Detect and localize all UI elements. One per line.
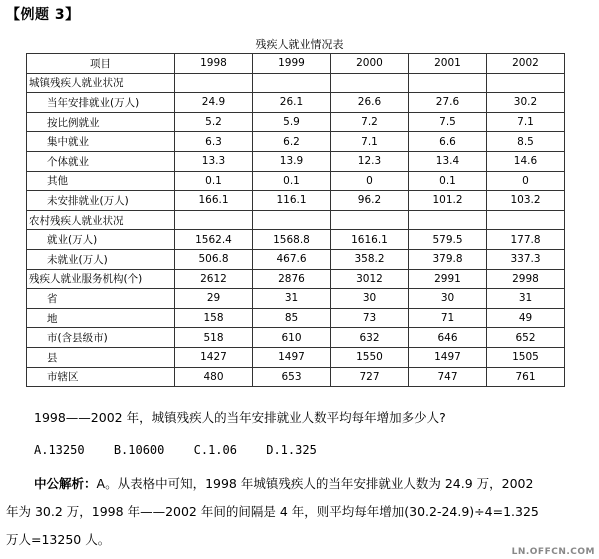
table-cell: 358.2 xyxy=(331,249,409,269)
table-cell: 7.2 xyxy=(331,112,409,132)
row-label: 市辖区 xyxy=(27,367,175,387)
table-cell: 158 xyxy=(175,308,253,328)
employment-table xyxy=(26,53,565,387)
table-cell: 6.3 xyxy=(175,132,253,152)
table-cell: 49 xyxy=(487,308,565,328)
table-cell: 0.1 xyxy=(253,171,331,191)
table-cell xyxy=(331,73,409,93)
table-cell: 652 xyxy=(487,328,565,348)
column-header: 项目 xyxy=(27,54,175,74)
table-cell xyxy=(175,73,253,93)
table-cell: 0 xyxy=(487,171,565,191)
table-cell: 480 xyxy=(175,367,253,387)
row-label: 按比例就业 xyxy=(27,112,175,132)
table-cell: 6.2 xyxy=(253,132,331,152)
table-cell: 30 xyxy=(409,289,487,309)
table-row xyxy=(27,171,565,191)
table-cell: 26.1 xyxy=(253,93,331,113)
table-cell: 761 xyxy=(487,367,565,387)
row-label: 未安排就业(万人) xyxy=(27,191,175,211)
table-cell xyxy=(487,73,565,93)
table-row xyxy=(27,308,565,328)
row-label: 地 xyxy=(27,308,175,328)
column-header: 2000 xyxy=(331,54,409,74)
table-cell: 2612 xyxy=(175,269,253,289)
table-cell: 2998 xyxy=(487,269,565,289)
table-cell: 653 xyxy=(253,367,331,387)
table-cell: 579.5 xyxy=(409,230,487,250)
question-text: 1998——2002 年，城镇残疾人的当年安排就业人数平均每年增加多少人? xyxy=(34,410,446,425)
table-cell: 2991 xyxy=(409,269,487,289)
table-cell xyxy=(331,210,409,230)
table-cell: 85 xyxy=(253,308,331,328)
table-cell: 727 xyxy=(331,367,409,387)
table-row xyxy=(27,93,565,113)
analysis-line-3: 万人=13250 人。 xyxy=(6,532,111,547)
table-cell: 5.2 xyxy=(175,112,253,132)
table-cell: 29 xyxy=(175,289,253,309)
row-label: 城镇残疾人就业状况 xyxy=(27,73,175,93)
table-row xyxy=(27,367,565,387)
table-cell: 1562.4 xyxy=(175,230,253,250)
table-cell: 30.2 xyxy=(487,93,565,113)
table-cell: 3012 xyxy=(331,269,409,289)
table-row xyxy=(27,328,565,348)
table-cell: 177.8 xyxy=(487,230,565,250)
table-cell: 0.1 xyxy=(175,171,253,191)
option-a: A.13250 xyxy=(34,443,85,457)
row-label: 市(含县级市) xyxy=(27,328,175,348)
row-label: 集中就业 xyxy=(27,132,175,152)
table-cell: 0 xyxy=(331,171,409,191)
table-cell: 8.5 xyxy=(487,132,565,152)
table-cell: 379.8 xyxy=(409,249,487,269)
analysis-line-2: 年为 30.2 万，1998 年——2002 年间的间隔是 4 年，则平均每年增加(30.2-24.9)÷4=1.325 xyxy=(6,504,539,519)
table-cell: 518 xyxy=(175,328,253,348)
table-cell xyxy=(409,210,487,230)
table-cell xyxy=(487,210,565,230)
table-cell: 13.3 xyxy=(175,151,253,171)
row-label: 县 xyxy=(27,347,175,367)
table-cell: 103.2 xyxy=(487,191,565,211)
option-c: C.1.06 xyxy=(193,443,237,457)
table-cell: 1505 xyxy=(487,347,565,367)
table-cell: 30 xyxy=(331,289,409,309)
table-cell xyxy=(253,210,331,230)
table-row xyxy=(27,289,565,309)
table-cell: 13.9 xyxy=(253,151,331,171)
row-label: 残疾人就业服务机构(个) xyxy=(27,269,175,289)
table-cell: 5.9 xyxy=(253,112,331,132)
table-cell xyxy=(253,73,331,93)
column-header: 1999 xyxy=(253,54,331,74)
table-cell xyxy=(409,73,487,93)
table-cell: 7.5 xyxy=(409,112,487,132)
table-cell: 12.3 xyxy=(331,151,409,171)
table-cell: 1616.1 xyxy=(331,230,409,250)
row-label: 当年安排就业(万人) xyxy=(27,93,175,113)
answer-options xyxy=(34,443,339,457)
table-row xyxy=(27,112,565,132)
table-header-row xyxy=(27,54,565,74)
table-cell: 610 xyxy=(253,328,331,348)
table-row xyxy=(27,230,565,250)
site-watermark: LN.OFFCN.COM xyxy=(511,547,595,557)
table-cell: 0.1 xyxy=(409,171,487,191)
table-row xyxy=(27,191,565,211)
column-header: 2001 xyxy=(409,54,487,74)
option-b: B.10600 xyxy=(113,443,165,457)
table-cell: 26.6 xyxy=(331,93,409,113)
table-cell: 24.9 xyxy=(175,93,253,113)
table-cell: 646 xyxy=(409,328,487,348)
analysis-label: 中公解析： xyxy=(34,476,97,491)
table-cell: 166.1 xyxy=(175,191,253,211)
table-cell: 747 xyxy=(409,367,487,387)
table-row xyxy=(27,249,565,269)
table-caption: 残疾人就业情况表 xyxy=(255,38,344,51)
row-label: 省 xyxy=(27,289,175,309)
table-cell: 14.6 xyxy=(487,151,565,171)
table-row xyxy=(27,210,565,230)
option-d: D.1.325 xyxy=(266,443,317,457)
row-label: 个体就业 xyxy=(27,151,175,171)
row-label: 就业(万人) xyxy=(27,230,175,250)
table-cell: 31 xyxy=(487,289,565,309)
row-label: 其他 xyxy=(27,171,175,191)
table-row xyxy=(27,132,565,152)
table-row xyxy=(27,347,565,367)
row-label: 农村残疾人就业状况 xyxy=(27,210,175,230)
table-cell: 101.2 xyxy=(409,191,487,211)
table-cell: 31 xyxy=(253,289,331,309)
analysis-block xyxy=(6,470,594,554)
column-header: 1998 xyxy=(175,54,253,74)
table-cell: 2876 xyxy=(253,269,331,289)
table-cell: 6.6 xyxy=(409,132,487,152)
table-cell: 1427 xyxy=(175,347,253,367)
table-cell: 337.3 xyxy=(487,249,565,269)
example-heading: 【例题 3】 xyxy=(6,7,80,23)
table-cell: 1550 xyxy=(331,347,409,367)
table-cell: 1568.8 xyxy=(253,230,331,250)
table-cell: 116.1 xyxy=(253,191,331,211)
column-header: 2002 xyxy=(487,54,565,74)
table-cell: 71 xyxy=(409,308,487,328)
table-cell: 7.1 xyxy=(331,132,409,152)
table-row xyxy=(27,73,565,93)
table-cell: 506.8 xyxy=(175,249,253,269)
table-cell: 467.6 xyxy=(253,249,331,269)
table-cell: 632 xyxy=(331,328,409,348)
row-label: 未就业(万人) xyxy=(27,249,175,269)
table-cell: 13.4 xyxy=(409,151,487,171)
table-row xyxy=(27,151,565,171)
table-cell: 1497 xyxy=(409,347,487,367)
table-cell xyxy=(175,210,253,230)
table-cell: 73 xyxy=(331,308,409,328)
table-cell: 96.2 xyxy=(331,191,409,211)
table-cell: 1497 xyxy=(253,347,331,367)
analysis-line-1: A。从表格中可知，1998 年城镇残疾人的当年安排就业人数为 24.9 万，2002 xyxy=(96,476,534,491)
table-row xyxy=(27,269,565,289)
table-cell: 7.1 xyxy=(487,112,565,132)
table-cell: 27.6 xyxy=(409,93,487,113)
